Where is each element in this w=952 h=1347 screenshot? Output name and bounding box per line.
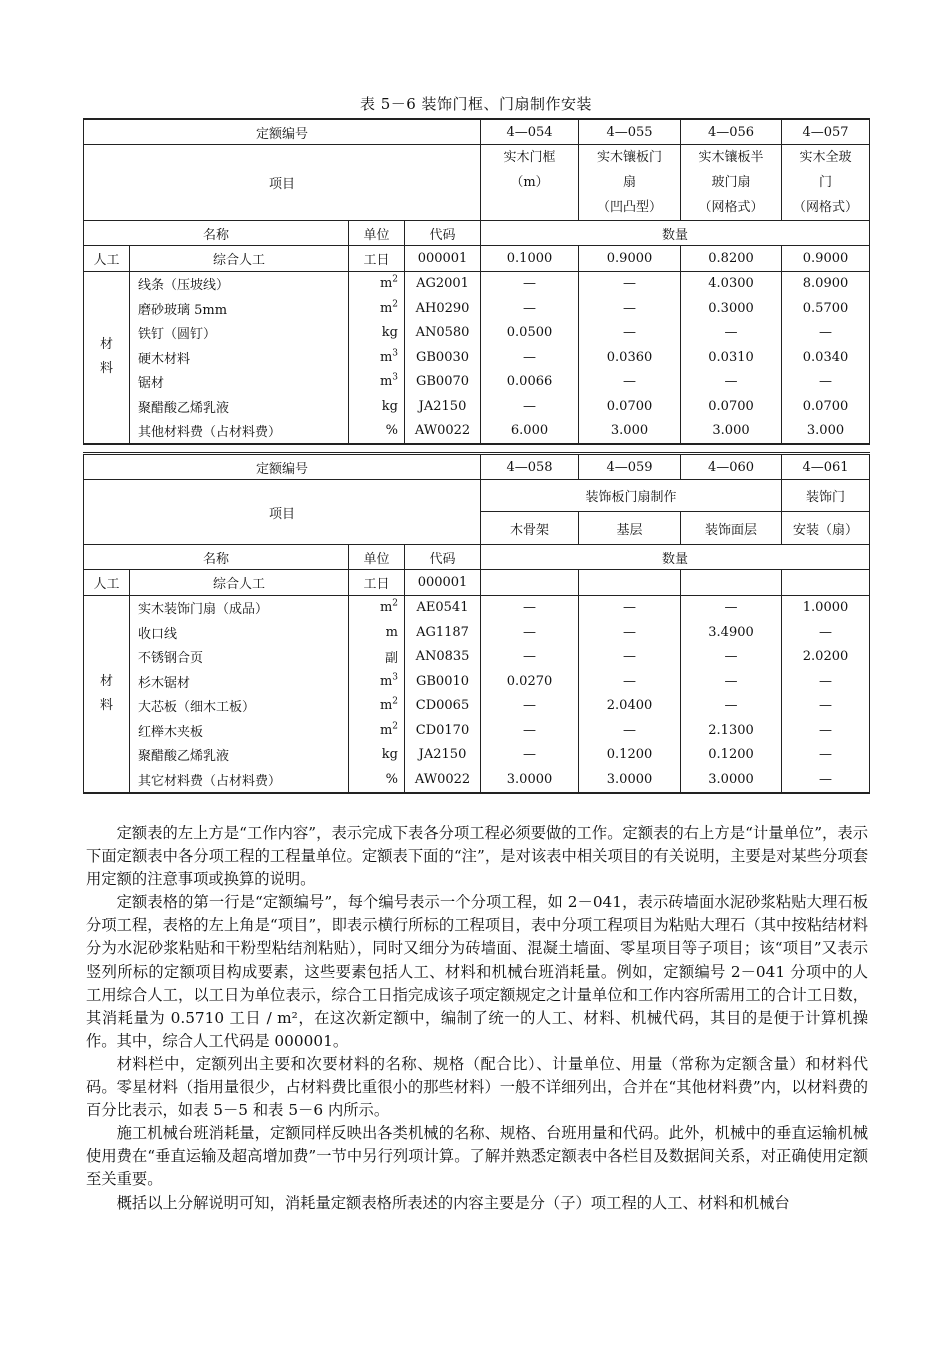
value-cell: 2.0400	[579, 694, 681, 719]
value-cell: 4.0300	[681, 271, 782, 296]
value-cell	[481, 570, 579, 596]
value-cell: 3.000	[681, 419, 782, 445]
material-row	[84, 321, 870, 346]
material-code: AN0580	[405, 321, 481, 346]
material-name: 红榉木夹板	[130, 718, 349, 743]
value-cell: —	[481, 296, 579, 321]
value-cell: —	[681, 595, 782, 620]
project-cell: 实木镶板门 扇 （凹凸型）	[579, 145, 681, 221]
material-name: 不锈钢合页	[130, 645, 349, 670]
value-cell: —	[782, 669, 870, 694]
value-cell: 0.1200	[579, 743, 681, 768]
material-code: CD0170	[405, 718, 481, 743]
material-row	[84, 620, 870, 645]
material-name: 其他材料费（占材料费）	[130, 419, 349, 445]
value-cell: —	[579, 271, 681, 296]
code-row	[84, 119, 870, 145]
value-cell: —	[681, 321, 782, 346]
material-unit: $m^3$	[349, 370, 405, 395]
code-cell: 4—060	[681, 454, 782, 480]
value-cell: 6.000	[481, 419, 579, 445]
material-category: 材 料	[84, 271, 130, 444]
column-header-row	[84, 221, 870, 246]
material-unit: %	[349, 419, 405, 445]
material-row	[84, 718, 870, 743]
code-cell: 4—054	[481, 119, 579, 145]
value-cell: 8.0900	[782, 271, 870, 296]
value-cell: —	[579, 370, 681, 395]
material-code: AG1187	[405, 620, 481, 645]
table-caption: 表 5－6 装饰门框、门扇制作安装	[359, 95, 593, 113]
material-name: 锯材	[130, 370, 349, 395]
value-cell: —	[579, 321, 681, 346]
material-unit: $m^2$	[349, 718, 405, 743]
value-cell: 1.0000	[782, 595, 870, 620]
value-cell: 3.4900	[681, 620, 782, 645]
labor-row	[84, 246, 870, 272]
value-cell: 0.1000	[481, 246, 579, 272]
material-row	[84, 669, 870, 694]
material-unit: $m^3$	[349, 669, 405, 694]
labor-name: 综合人工	[130, 246, 349, 272]
material-unit: m	[349, 620, 405, 645]
material-rows	[84, 595, 870, 793]
material-code: AE0541	[405, 595, 481, 620]
material-row	[84, 296, 870, 321]
value-cell: —	[481, 595, 579, 620]
code-label: 定额编号	[84, 454, 481, 480]
value-cell: 2.0200	[782, 645, 870, 670]
col-code: 代码	[405, 545, 481, 570]
material-row	[84, 394, 870, 419]
project-label: 项目	[84, 480, 481, 545]
code-label: 定额编号	[84, 119, 481, 145]
value-cell: —	[481, 620, 579, 645]
value-cell: —	[782, 743, 870, 768]
material-code: AG2001	[405, 271, 481, 296]
value-cell: —	[481, 718, 579, 743]
project-group: 装饰板门扇制作	[481, 480, 782, 512]
project-cell: 实木门框 （m）	[481, 145, 579, 221]
value-cell: —	[579, 296, 681, 321]
material-name: 杉木锯材	[130, 669, 349, 694]
value-cell: —	[782, 718, 870, 743]
value-cell: —	[579, 595, 681, 620]
material-code: AH0290	[405, 296, 481, 321]
project-row	[84, 145, 870, 221]
code-cell: 4—059	[579, 454, 681, 480]
material-row	[84, 645, 870, 670]
value-cell: 0.0340	[782, 345, 870, 370]
code-cell: 4—057	[782, 119, 870, 145]
code-cell: 4—061	[782, 454, 870, 480]
project-group: 装饰门	[782, 480, 870, 512]
material-row	[84, 694, 870, 719]
value-cell: 0.0270	[481, 669, 579, 694]
material-code: JA2150	[405, 743, 481, 768]
labor-name: 综合人工	[130, 570, 349, 596]
value-cell: —	[481, 345, 579, 370]
col-name: 名称	[84, 221, 349, 246]
col-code: 代码	[405, 221, 481, 246]
material-row	[84, 345, 870, 370]
material-code: JA2150	[405, 394, 481, 419]
material-row	[84, 743, 870, 768]
value-cell: 0.3000	[681, 296, 782, 321]
value-cell: —	[481, 394, 579, 419]
project-cell: 实木镶板半 玻门扇 （网格式）	[681, 145, 782, 221]
labor-code: 000001	[405, 246, 481, 272]
material-row	[84, 767, 870, 793]
project-cell: 木骨架	[481, 512, 579, 545]
value-cell: 3.000	[782, 419, 870, 445]
material-name: 实木装饰门扇（成品）	[130, 595, 349, 620]
project-cell: 装饰面层	[681, 512, 782, 545]
value-cell: 0.0700	[579, 394, 681, 419]
material-unit: %	[349, 767, 405, 793]
value-cell: —	[579, 620, 681, 645]
project-group-row	[84, 480, 870, 512]
value-cell: 0.0066	[481, 370, 579, 395]
material-name: 磨砂玻璃 5mm	[130, 296, 349, 321]
value-cell: —	[681, 645, 782, 670]
paragraph: 定额表的左上方是“工作内容”，表示完成下表各分项工程必须要做的工作。定额表的右上方是“计量单位”，表示下面定额表中各分项工程的工程量单位。定额表下面的“注”，是对该表中相关项目的有关说明，主要是对某些分项套用定额的注意事项或换算的说明。	[86, 824, 868, 889]
value-cell: 0.9000	[579, 246, 681, 272]
quota-table-2	[83, 452, 870, 794]
value-cell	[681, 570, 782, 596]
value-cell: —	[782, 767, 870, 793]
body-text	[86, 822, 868, 1215]
material-code: AW0022	[405, 767, 481, 793]
labor-unit: 工日	[349, 570, 405, 596]
value-cell: 0.8200	[681, 246, 782, 272]
material-unit: 副	[349, 645, 405, 670]
value-cell: —	[481, 743, 579, 768]
labor-category: 人工	[84, 570, 130, 596]
value-cell: —	[681, 694, 782, 719]
labor-code: 000001	[405, 570, 481, 596]
material-name: 收口线	[130, 620, 349, 645]
paragraph: 定额表格的第一行是“定额编号”，每个编号表示一个分项工程，如 2－041，表示砖墙面水泥砂浆粘贴大理石板分项工程，表格的左上角是“项目”，即表示横行所标的工程项目，表中分项工程项目为粘贴大理石（其中按粘结材料分为水泥砂浆粘贴和干粉型粘结剂粘贴），同时又细分为砖墙面、混凝土墙面、零星项目等子项目；该“项目”又表示竖列所标的定额项目构成要素，这些要素包括人工、材料和机械台班消耗量。例如，定额编号 2－041 分项中的人工用综合人工，以工日为单位表示，综合工日指完成该子项定额规定之计量单位和工作内容所需用工的合计工日数，其消耗量为 0.5710 工日 / m²，在这次新定额中，编制了统一的人工、材料、机械代码，其目的是便于计算机操作。其中，综合人工代码是 000001。	[86, 893, 868, 1050]
value-cell: 3.0000	[681, 767, 782, 793]
material-row	[84, 419, 870, 445]
project-cell: 安装（扇）	[782, 512, 870, 545]
code-cell: 4—055	[579, 119, 681, 145]
value-cell: 3.0000	[481, 767, 579, 793]
paragraph: 概括以上分解说明可知，消耗量定额表格所表述的内容主要是分（子）项工程的人工、材料和机械台	[116, 1193, 790, 1212]
material-unit: kg	[349, 321, 405, 346]
material-unit: $m^2$	[349, 271, 405, 296]
value-cell: 0.1200	[681, 743, 782, 768]
value-cell: 2.1300	[681, 718, 782, 743]
col-qty: 数量	[481, 545, 870, 570]
value-cell: 0.0700	[782, 394, 870, 419]
material-name: 铁钉（圆钉）	[130, 321, 349, 346]
material-unit: $m^2$	[349, 595, 405, 620]
material-row	[84, 271, 870, 296]
labor-category: 人工	[84, 246, 130, 272]
col-qty: 数量	[481, 221, 870, 246]
material-unit: $m^2$	[349, 296, 405, 321]
value-cell: —	[481, 271, 579, 296]
code-cell: 4—058	[481, 454, 579, 480]
value-cell: 0.0360	[579, 345, 681, 370]
value-cell: 0.0500	[481, 321, 579, 346]
value-cell: 3.000	[579, 419, 681, 445]
value-cell: 0.9000	[782, 246, 870, 272]
value-cell: —	[481, 694, 579, 719]
paragraph: 施工机械台班消耗量，定额同样反映出各类机械的名称、规格、台班用量和代码。此外，机械中的垂直运输机械使用费在“垂直运输及超高增加费”一节中另行列项计算。了解并熟悉定额表中各栏目及数据间关系，对正确使用定额至关重要。	[86, 1124, 868, 1189]
value-cell: 3.0000	[579, 767, 681, 793]
material-code: AW0022	[405, 419, 481, 445]
material-rows	[84, 271, 870, 444]
value-cell: —	[681, 370, 782, 395]
material-unit: kg	[349, 394, 405, 419]
material-code: GB0030	[405, 345, 481, 370]
material-row	[84, 595, 870, 620]
value-cell	[782, 570, 870, 596]
project-cell: 基层	[579, 512, 681, 545]
material-unit: $m^3$	[349, 345, 405, 370]
labor-unit: 工日	[349, 246, 405, 272]
value-cell: —	[782, 694, 870, 719]
material-name: 聚醋酸乙烯乳液	[130, 394, 349, 419]
value-cell: —	[782, 321, 870, 346]
material-code: GB0010	[405, 669, 481, 694]
project-label: 项目	[84, 145, 481, 221]
material-row	[84, 370, 870, 395]
material-code: CD0065	[405, 694, 481, 719]
material-name: 其它材料费（占材料费）	[130, 767, 349, 793]
value-cell: 0.0310	[681, 345, 782, 370]
material-name: 大芯板（细木工板）	[130, 694, 349, 719]
column-header-row	[84, 545, 870, 570]
col-unit: 单位	[349, 221, 405, 246]
value-cell: 0.0700	[681, 394, 782, 419]
paragraph: 材料栏中，定额列出主要和次要材料的名称、规格（配合比）、计量单位、用量（常称为定额含量）和材料代码。零星材料（指用量很少，占材料费比重很小的那些材料）一般不详细列出，合并在“其他材料费”内，以材料费的百分比表示，如表 5－5 和表 5－6 内所示。	[86, 1054, 868, 1120]
col-unit: 单位	[349, 545, 405, 570]
material-name: 聚醋酸乙烯乳液	[130, 743, 349, 768]
project-cell: 实木全玻 门 （网格式）	[782, 145, 870, 221]
code-cell: 4—056	[681, 119, 782, 145]
material-unit: $m^2$	[349, 694, 405, 719]
quota-table-1	[83, 118, 870, 445]
value-cell	[579, 570, 681, 596]
labor-row	[84, 570, 870, 596]
value-cell: —	[481, 645, 579, 670]
value-cell: —	[782, 620, 870, 645]
material-code: GB0070	[405, 370, 481, 395]
value-cell: 0.5700	[782, 296, 870, 321]
material-category: 材 料	[84, 595, 130, 793]
value-cell: —	[681, 669, 782, 694]
value-cell: —	[579, 645, 681, 670]
material-unit: kg	[349, 743, 405, 768]
code-row	[84, 454, 870, 480]
value-cell: —	[579, 718, 681, 743]
material-code: AN0835	[405, 645, 481, 670]
value-cell: —	[782, 370, 870, 395]
material-name: 硬木材料	[130, 345, 349, 370]
material-name: 线条（压坡线）	[130, 271, 349, 296]
col-name: 名称	[84, 545, 349, 570]
value-cell: —	[579, 669, 681, 694]
